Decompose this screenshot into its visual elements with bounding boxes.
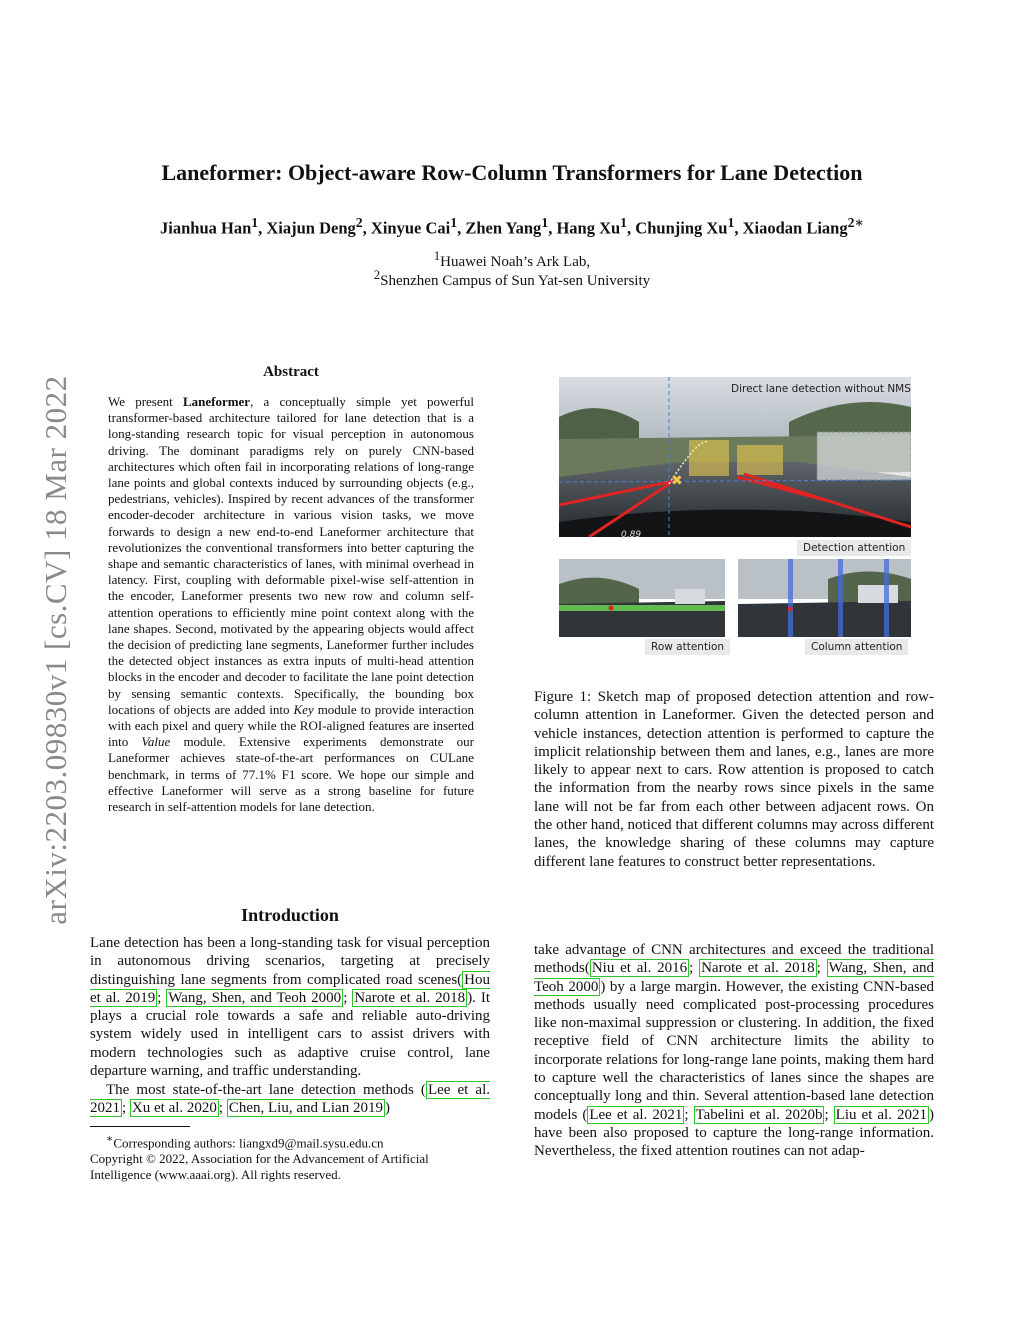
query-point-icon: ✖: [671, 473, 683, 489]
column-band-2: [838, 559, 843, 637]
author-sup: 1: [251, 215, 259, 230]
intro-text: Lane detection has been a long-standing task for visual perception in autonomous driving scenarios, targeting at precisely distinguishing lane segments from complicated road scenes(: [90, 935, 490, 988]
affiliation-2: [0, 268, 1024, 290]
citation-link[interactable]: Liu et al. 2021: [835, 1106, 927, 1123]
main-road-image: [559, 377, 911, 537]
abstract-heading: Abstract: [263, 364, 319, 380]
author-sup: 1: [450, 215, 458, 230]
body-text: ) by a large margin. However, the existing CNN-based methods usually need complicated post-processing procedures like non-maximal suppression or clustering. In addition, the fixed receptive field of CNN architecture limits the ability to incorporate relations for long-range lane points, making them hard to capture well the characteristics of lanes since the shapes are conceptually long and thin. Several attention-based lane detection models (: [534, 978, 934, 1123]
body-text: ) have been also proposed to capture the long-range information. Nevertheless, the fixed attention routines can not adap-: [534, 1106, 934, 1160]
column-attention-image: [738, 559, 911, 637]
figure-caption: Figure 1: Sketch map of proposed detection attention and row-column attention in Laneformer. Given the detected person and vehicle instances, detection attention is performed to capture the implicit relationship between them and lanes, e.g., lanes are more likely to appear next to cars. Row attention is proposed to catch the information from the nearby rows since pixels in the same lane will not be far from each other between adjacent rows. On the other hand, noticed that different columns may across different lanes, the knowledge sharing of these columns may capture different lane features to construct better representations.: [534, 689, 934, 870]
citation-link[interactable]: Wang, Shen, and Teoh 2000: [168, 989, 342, 1006]
abstract-text-part1: , a conceptually simple yet powerful transformer-based architecture tailored for lane detection that is a long-standing research topic for visual perception in autonomous driving. The dominant paradigms rely on purely CNN-based architectures which often fail in incorporating relations of long-range lane points and global contexts induced by surrounding objects (e.g., pedestrians, vehicles). Inspired by recent advances of the transformer encoder-decoder architecture in various vision tasks, we move forwards to design a new end-to-end Laneformer architecture that revolutionizes the conventional transformers into better capturing the shape and semantic characteristics of lanes, with minimal overhead in latency. First, coupling with deformable pixel-wise self-attention in the encoder, Laneformer presents two new row and column self-attention operations to efficiently mine point context along with the lane shapes. Second, motivated by the appearing objects would affect the decision of predicting lane segments, Laneformer further includes the detected object instances as extra inputs of multi-head attention blocks in the encoder and decoder to facilitate the lane point detection by sensing semantic contexts. Specifically, the bounding box locations of objects are added into: [108, 394, 474, 717]
row-band: [559, 605, 725, 611]
citation-link[interactable]: Hou et al. 2019: [90, 971, 490, 1006]
abstract-value-word: Value: [141, 734, 171, 750]
paper-title: Laneformer: Object-aware Row-Column Transformers for Lane Detection: [161, 160, 863, 185]
intro-text: ). It plays a crucial role towards a safe and reliable auto-driving system widely used in intelligent cars to assist drivers with modern technologies such as adaptive cruise control, lane departure warning, and traffic understanding.: [90, 989, 490, 1080]
author-sup: 1: [727, 215, 735, 230]
label-column-attention: Column attention: [805, 639, 908, 655]
affiliation-text: Huawei Noah’s Ark Lab,: [440, 254, 591, 270]
footnote-email: Corresponding authors: liangxd9@mail.sysu.edu.cn: [113, 1135, 384, 1151]
figure-1: [559, 377, 911, 665]
footnote-corresponding: [90, 1131, 490, 1151]
abstract-body: [108, 394, 474, 815]
author: Jianhua Han: [160, 218, 252, 238]
introduction-paragraph-2: [90, 1081, 490, 1118]
affiliation-sup: 2: [373, 268, 381, 282]
author: Xiajun Deng: [266, 218, 356, 238]
citation-separator: ;: [824, 1106, 834, 1123]
introduction-paragraph-1: [90, 934, 490, 1080]
citation-separator: ;: [689, 960, 700, 977]
abstract-text-part2: module to provide interaction with each pixel and query while the ROI-aligned features are inserted into: [108, 701, 474, 750]
abstract-text-start: We present: [108, 394, 183, 409]
intro-text: The most state-of-the-art lane detection methods (: [106, 1082, 426, 1098]
introduction-heading: Introduction: [241, 905, 339, 925]
author-list: Jianhua Han$^1$, Xiajun Deng$^2$, Xinyue Cai$^1$, Zhen Yang$^1$, Hang Xu$^1$, Chunjing Xu$^1$, Xiaodan Liang$^{2∗}$: [160, 215, 864, 238]
citation-link[interactable]: Chen, Liu, and Lian 2019: [228, 1100, 383, 1117]
van-box: [817, 432, 911, 480]
author: Chunjing Xu: [635, 218, 728, 238]
citation-link[interactable]: Wang, Shen, and Teoh 2000: [534, 960, 934, 995]
citation-separator: ;: [218, 1100, 227, 1117]
car-box-2: [737, 445, 783, 475]
column-attention-svg: [738, 559, 911, 637]
citation-link[interactable]: Niu et al. 2016: [591, 960, 688, 977]
query-point-row: [609, 606, 614, 611]
intro-text: ): [384, 1100, 390, 1117]
abstract-text-part3: module. Extensive experiments demonstrate our Laneformer achieves state-of-the-art performances on CULane benchmark, in terms of 77.1% F1 score. We hope our simple and effective Laneformer will serve as a strong baseline for future research in self-attention models for lane detection.: [108, 734, 474, 815]
abstract-method-name: Laneformer: [182, 394, 251, 409]
citation-link[interactable]: Xu et al. 2020: [131, 1100, 217, 1117]
citation-link[interactable]: Tabelini et al. 2020b: [695, 1106, 823, 1123]
author: Hang Xu: [556, 218, 621, 238]
citation-separator: ;: [684, 1106, 694, 1123]
column-band-3: [884, 559, 889, 637]
abstract-key-word: Key: [293, 701, 314, 717]
citation-separator: ;: [157, 989, 167, 1006]
affiliation-text: Shenzhen Campus of Sun Yat-sen University: [380, 273, 651, 289]
car-box-1: [689, 440, 729, 476]
citation-link[interactable]: Narote et al. 2018: [701, 960, 815, 977]
author-sup: 1: [541, 215, 549, 230]
label-row-attention: Row attention: [645, 639, 730, 655]
curve-score: 0.89: [621, 530, 642, 537]
query-point-column: [788, 607, 793, 612]
row-attention-image: [559, 559, 725, 637]
body-text: take advantage of CNN architectures and exceed the traditional methods(: [534, 942, 934, 977]
citation-separator: ;: [816, 960, 827, 977]
citation-link[interactable]: Narote et al. 2018: [354, 989, 466, 1006]
author-sup: 1: [620, 215, 628, 230]
column-band-1: [788, 559, 793, 637]
arxiv-identifier: arXiv:2203.09830v1 [cs.CV] 18 Mar 2022: [38, 375, 73, 925]
footnote: [90, 1131, 490, 1183]
citation-link[interactable]: Lee et al. 2021: [589, 1106, 683, 1123]
citation-separator: ;: [343, 989, 353, 1006]
citation-separator: ;: [122, 1100, 130, 1117]
right-column-paragraph: [534, 941, 934, 1161]
author-sup: 2∗: [847, 215, 864, 230]
label-direct-detection: Direct lane detection without NMS: [731, 383, 911, 395]
affiliation-sup: 1: [433, 249, 441, 263]
footnote-copyright: Copyright © 2022, Association for the Advancement of Artificial Intelligence (www.aaai.org). All rights reserved.: [90, 1151, 429, 1183]
author: Zhen Yang: [465, 218, 542, 238]
label-detection-attention: Detection attention: [797, 540, 911, 556]
footnote-rule: [90, 1126, 190, 1127]
author: Xiaodan Liang: [742, 218, 848, 238]
row-attention-svg: [559, 559, 725, 637]
citation-link[interactable]: Lee et al. 2021: [90, 1082, 490, 1117]
main-road-svg: [559, 377, 911, 537]
footnote-mark: ∗: [106, 1133, 114, 1145]
author-sup: 2: [355, 215, 363, 230]
author: Xinyue Cai: [370, 218, 451, 238]
